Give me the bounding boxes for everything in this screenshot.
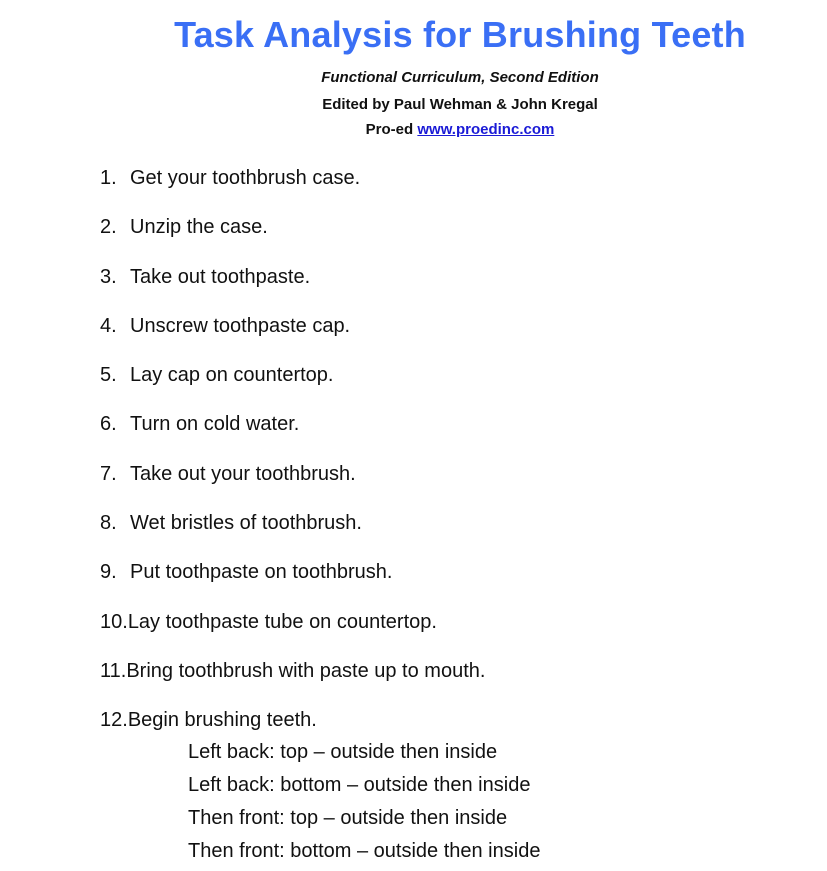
step-text: Turn on cold water. xyxy=(130,413,300,436)
book-editors: Edited by Paul Wehman & John Kregal xyxy=(322,96,598,113)
substep-item: Then front: top – outside then inside xyxy=(188,807,508,829)
steps-list xyxy=(100,164,485,756)
publisher-link[interactable]: www.proedinc.com xyxy=(417,121,555,138)
publisher-name: Pro-ed xyxy=(365,121,418,138)
step-item xyxy=(100,509,485,558)
step-item xyxy=(100,410,485,459)
step-item xyxy=(100,263,485,312)
step-item xyxy=(100,608,485,657)
step-item xyxy=(100,213,485,262)
substep-item: Then front: bottom – outside then inside xyxy=(188,840,541,862)
substep-item: Left back: bottom – outside then inside xyxy=(188,774,531,796)
step-text: Bring toothbrush with paste up to mouth. xyxy=(126,659,486,682)
step-text: Take out toothpaste. xyxy=(130,265,311,288)
step-item xyxy=(100,460,485,509)
publisher-line xyxy=(200,121,720,138)
substep-item: Left back: top – outside then inside xyxy=(188,741,498,763)
step-text: Take out your toothbrush. xyxy=(130,462,356,485)
step-number: 7. xyxy=(100,462,117,485)
step-number: 1. xyxy=(100,167,117,189)
step-number: 10. xyxy=(100,610,128,633)
step-text: Get your toothbrush case. xyxy=(130,167,361,189)
step-number: 2. xyxy=(100,216,117,239)
step-item xyxy=(100,164,485,213)
step-text: Wet bristles of toothbrush. xyxy=(130,512,362,535)
page-title: Task Analysis for Brushing Teeth xyxy=(174,14,746,55)
step-item xyxy=(100,312,485,361)
step-number: 4. xyxy=(100,314,117,337)
step-text: Begin brushing teeth. xyxy=(127,709,317,732)
step-text: Unzip the case. xyxy=(130,216,268,239)
step-number: 11. xyxy=(100,659,127,682)
step-number: 5. xyxy=(100,364,117,387)
step-number: 8. xyxy=(100,512,117,535)
step-item xyxy=(100,361,485,410)
step-item xyxy=(100,558,485,607)
step-text: Put toothpaste on toothbrush. xyxy=(130,561,393,584)
step-number: 9. xyxy=(100,561,117,584)
step-text: Lay toothpaste tube on countertop. xyxy=(127,610,437,633)
step-text: Unscrew toothpaste cap. xyxy=(130,314,351,337)
brushing-substeps-list xyxy=(188,736,540,868)
step-number: 3. xyxy=(100,265,117,288)
step-number: 12. xyxy=(100,709,128,732)
step-item xyxy=(100,657,485,706)
step-number: 6. xyxy=(100,413,117,436)
book-subtitle: Functional Curriculum, Second Edition xyxy=(321,69,599,86)
step-text: Lay cap on countertop. xyxy=(130,364,334,387)
